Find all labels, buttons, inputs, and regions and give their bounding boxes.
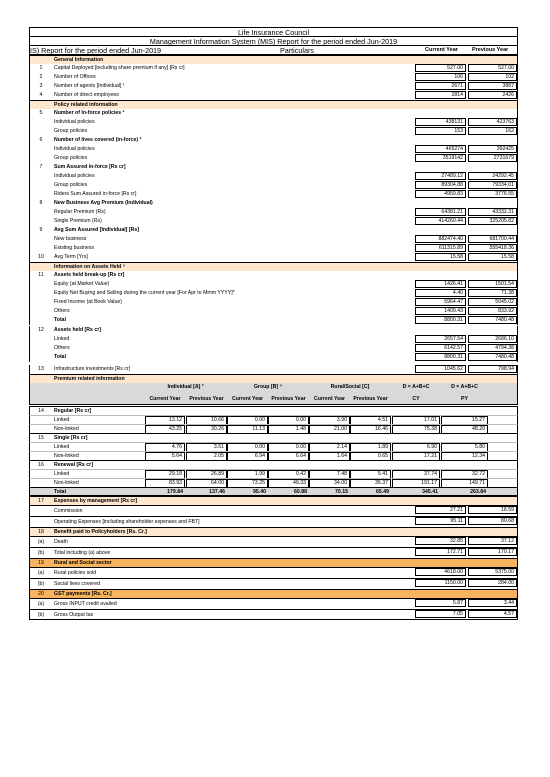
premium-cell: 6.64 bbox=[268, 452, 309, 461]
previous-year-value: 833.92 bbox=[468, 307, 517, 315]
premium-row bbox=[29, 442, 518, 451]
current-year-value: 1409.43 bbox=[415, 307, 466, 315]
row-label: Assets held break-up [Rs cr] bbox=[54, 272, 125, 278]
premium-row-label: Linked bbox=[54, 471, 70, 477]
current-year-value: 4.40 bbox=[415, 289, 466, 297]
previous-year-value: 37.12 bbox=[468, 537, 517, 545]
row-label: Number of lives covered (in-force) ² bbox=[54, 137, 142, 143]
row-label: Number of agents [Individual] ¹ bbox=[54, 83, 125, 89]
row-label: Avg Sum Assured [Individual] [Rs] bbox=[54, 227, 139, 233]
premium-row bbox=[29, 478, 518, 487]
row-label: Sum Assured in-force [Rs cr] bbox=[54, 164, 126, 170]
section-policy bbox=[29, 100, 518, 109]
previous-year-value: 162 bbox=[468, 127, 517, 135]
row-number: 3 bbox=[39, 83, 43, 89]
premium-cell: 30.26 bbox=[186, 425, 227, 434]
row-label: Group policies bbox=[54, 155, 88, 161]
table-row bbox=[29, 136, 518, 145]
current-year-value: 4959.83 bbox=[415, 190, 466, 198]
premium-sub-head: Current Year bbox=[149, 396, 181, 402]
premium-cell: 0.00 bbox=[227, 416, 268, 425]
current-year-value: 1150.00 bbox=[415, 579, 466, 587]
premium-cell: 0.00 bbox=[227, 443, 268, 452]
previous-year-value: 71.38 bbox=[468, 289, 517, 297]
row-number: (b) bbox=[37, 550, 45, 556]
premium-cell: 48.20 bbox=[441, 425, 488, 434]
previous-year-value: 43332.31 bbox=[468, 208, 517, 216]
row-label: Total bbox=[54, 354, 67, 360]
row-number: 13 bbox=[38, 366, 44, 372]
table-row bbox=[29, 547, 518, 558]
premium-cell: 0.00 bbox=[268, 443, 309, 452]
row-label: Number of Offices bbox=[54, 74, 96, 80]
table-row bbox=[29, 344, 518, 353]
previous-year-value: 16.59 bbox=[468, 506, 517, 514]
premium-total-cell: 345.41 bbox=[422, 489, 438, 495]
section-premium-label: Premium related information bbox=[54, 376, 125, 382]
table-row bbox=[29, 298, 518, 307]
premium-total-cell: 65.49 bbox=[376, 489, 389, 495]
row-number: 9 bbox=[39, 227, 43, 233]
row-label: Fixed Income (at Book Value) bbox=[54, 299, 122, 305]
premium-block-title bbox=[29, 406, 518, 415]
row-number: (b) bbox=[37, 581, 45, 587]
current-year-value: 32.85 bbox=[415, 537, 466, 545]
section-policy-label: Policy related information bbox=[54, 102, 118, 108]
premium-group-head: D = A+B+C bbox=[402, 384, 430, 390]
current-year-value: 8800.31 bbox=[415, 353, 466, 361]
current-year-value: 8800.31 bbox=[415, 316, 466, 324]
row-number: 19 bbox=[38, 560, 44, 566]
table-row bbox=[29, 208, 518, 217]
row-label: Expenses by management [Rs cr] bbox=[54, 498, 138, 504]
table-row bbox=[29, 118, 518, 127]
table-row bbox=[29, 91, 518, 100]
current-year-value: 611315.89 bbox=[415, 244, 466, 252]
premium-cell: 2.05 bbox=[186, 452, 227, 461]
previous-year-value: 284.00 bbox=[468, 579, 517, 587]
block-number: 15 bbox=[38, 435, 44, 441]
row-number: 8 bbox=[39, 200, 43, 206]
row-label: Benefit paid to Policyholders [Rs. Cr.] bbox=[54, 529, 147, 535]
table-row bbox=[29, 271, 518, 280]
current-year-value: 2671 bbox=[415, 82, 466, 90]
table-row bbox=[29, 127, 518, 136]
previous-year-value: 392425 bbox=[468, 145, 517, 153]
premium-cell: 73.25 bbox=[227, 479, 268, 488]
row-number: 4 bbox=[39, 92, 43, 98]
premium-cell: 149.71 bbox=[441, 479, 488, 488]
current-year-value: 95.11 bbox=[415, 517, 466, 525]
premium-row-label: Non-linked bbox=[54, 453, 79, 459]
table-row bbox=[29, 316, 518, 325]
row-label: Rural policies sold bbox=[54, 570, 97, 576]
premium-cell: 1.64 bbox=[309, 452, 350, 461]
column-header-row bbox=[29, 45, 518, 55]
current-year-value: 6142.57 bbox=[415, 344, 466, 352]
previous-year-value: 80.68 bbox=[468, 517, 517, 525]
premium-cell: 36.37 bbox=[350, 479, 391, 488]
table-row bbox=[29, 181, 518, 190]
previous-year-value: 5045.02 bbox=[468, 298, 517, 306]
previous-year-value: 4794.38 bbox=[468, 344, 517, 352]
premium-cell: 29.18 bbox=[145, 470, 185, 479]
premium-cell: 4.76 bbox=[145, 443, 185, 452]
row-number: 20 bbox=[38, 591, 44, 597]
premium-cell: 75.38 bbox=[392, 425, 440, 434]
previous-year-value: 2426 bbox=[468, 91, 517, 99]
row-label: Others bbox=[54, 345, 70, 351]
row-label: Equity Net Buying and Selling during the current year [For Apr to Mmm YYYY]* bbox=[54, 290, 235, 296]
row-label: Existing business bbox=[54, 245, 95, 251]
row-label: Social lives covered bbox=[54, 581, 100, 587]
previous-year-value: 3887 bbox=[468, 82, 517, 90]
row-label: GST payments [Rs. Cr.] bbox=[54, 591, 112, 597]
premium-cell: 1.48 bbox=[268, 425, 309, 434]
premium-cell: 4.51 bbox=[350, 416, 391, 425]
row-number: 2 bbox=[39, 74, 43, 80]
row-label: Individual policies bbox=[54, 146, 95, 152]
current-year-value: 465274 bbox=[415, 145, 466, 153]
premium-group-head: Group [B] ⁴ bbox=[253, 384, 283, 390]
premium-sub-head: Previous Year bbox=[271, 396, 306, 402]
premium-total-cell: 60.88 bbox=[294, 489, 307, 495]
table-row bbox=[29, 280, 518, 289]
previous-year-value: 7480.48 bbox=[468, 353, 517, 361]
premium-group-header bbox=[29, 383, 518, 393]
current-year-value: 4618.00 bbox=[415, 568, 466, 576]
block-number: 14 bbox=[38, 408, 44, 414]
premium-cell: 191.17 bbox=[392, 479, 440, 488]
table-row bbox=[29, 190, 518, 199]
table-row bbox=[29, 326, 518, 335]
premium-group-head: D = A+B+C bbox=[451, 384, 478, 390]
premium-cell: 43.25 bbox=[145, 425, 185, 434]
table-row bbox=[29, 82, 518, 91]
row-label: Regular Premium (Rs) bbox=[54, 209, 106, 215]
premium-cell: 0.42 bbox=[268, 470, 309, 479]
previous-year-value: 3.44 bbox=[468, 599, 517, 607]
table-row bbox=[29, 307, 518, 316]
premium-sub-head: Current Year bbox=[313, 396, 346, 402]
premium-row bbox=[29, 424, 518, 433]
row-number: 17 bbox=[38, 498, 44, 504]
table-row bbox=[29, 64, 518, 73]
particulars-heading: Particulars bbox=[280, 46, 314, 55]
block-number: 16 bbox=[38, 462, 44, 468]
row-label: Gross INPUT credit availed bbox=[54, 601, 117, 607]
premium-group-head: Rural/Social [C] bbox=[330, 384, 370, 390]
premium-cell: 12.34 bbox=[441, 452, 488, 461]
previous-year-value: 170.17 bbox=[468, 548, 517, 556]
current-year-value: 2657.54 bbox=[415, 335, 466, 343]
previous-year-value: 2731679 bbox=[468, 154, 517, 162]
premium-cell: 0.00 bbox=[268, 416, 309, 425]
premium-total-cell: 95.40 bbox=[253, 489, 266, 495]
previous-year-value: 423763 bbox=[468, 118, 517, 126]
table-row bbox=[29, 365, 518, 374]
premium-row bbox=[29, 415, 518, 424]
row-number: (a) bbox=[37, 539, 45, 545]
row-label: Equity (at Market Value) bbox=[54, 281, 110, 287]
premium-sub-head: CY bbox=[412, 396, 420, 402]
table-row bbox=[29, 253, 518, 262]
previous-year-value: 7480.48 bbox=[468, 316, 517, 324]
premium-cell: 11.13 bbox=[227, 425, 268, 434]
premium-sub-header bbox=[29, 393, 518, 405]
block-title: Regular [Rs cr] bbox=[54, 408, 92, 414]
premium-sub-head: Current Year bbox=[231, 396, 264, 402]
sheet-bottom-border bbox=[29, 619, 518, 620]
sub-left-title: IS) Report for the period ended Jun-2019 bbox=[30, 46, 162, 55]
current-year-value: 1426.41 bbox=[415, 280, 466, 288]
premium-row bbox=[29, 469, 518, 478]
block-title: Renewal [Rs cr] bbox=[54, 462, 93, 468]
premium-row-label: Linked bbox=[54, 444, 70, 450]
previous-year-value: 325205.82 bbox=[468, 217, 517, 225]
previous-year-value: 3776.55 bbox=[468, 190, 517, 198]
row-number: 10 bbox=[38, 254, 44, 260]
row-number: (b) bbox=[37, 612, 45, 618]
row-label: Riders Sum Assured in-force [Rs cr] bbox=[54, 191, 137, 197]
row-label: Assets held [Rs cr] bbox=[54, 327, 101, 333]
previous-year-value: 555418.36 bbox=[468, 244, 517, 252]
previous-year-heading: Previous Year bbox=[472, 47, 509, 53]
previous-year-value: 2686.10 bbox=[468, 335, 517, 343]
premium-cell: 21.00 bbox=[309, 425, 350, 434]
previous-year-value: 4.57 bbox=[468, 610, 517, 618]
premium-cell: 0.65 bbox=[350, 452, 391, 461]
premium-cell: 17.21 bbox=[392, 452, 440, 461]
current-year-value: 5964.47 bbox=[415, 298, 466, 306]
current-year-value: 5.87 bbox=[415, 599, 466, 607]
premium-cell: 5.80 bbox=[441, 443, 488, 452]
current-year-value: 2814 bbox=[415, 91, 466, 99]
table-row bbox=[29, 235, 518, 244]
table-row bbox=[29, 226, 518, 235]
row-label: Single Premium (Rs) bbox=[54, 218, 102, 224]
table-row bbox=[29, 73, 518, 82]
row-label: New Business Avg Premium (Individual) bbox=[54, 200, 153, 206]
current-year-value: 1045.62 bbox=[415, 365, 466, 373]
table-row bbox=[29, 145, 518, 154]
premium-cell: 64.00 bbox=[186, 479, 227, 488]
table-row bbox=[29, 154, 518, 163]
row-label: Infrastructure investments [Rs cr] bbox=[54, 366, 131, 372]
table-row bbox=[29, 172, 518, 181]
current-year-value: 27489.12 bbox=[415, 172, 466, 180]
row-number: 12 bbox=[38, 327, 44, 333]
premium-total-row bbox=[29, 487, 518, 496]
row-label: Number of In-force policies ² bbox=[54, 110, 125, 116]
premium-cell: 83.93 bbox=[145, 479, 185, 488]
table-row bbox=[29, 536, 518, 547]
table-row bbox=[29, 527, 518, 536]
row-number: 7 bbox=[39, 164, 43, 170]
table-row bbox=[29, 163, 518, 172]
row-label: Operating Expenses [including shareholder expenses and FBT] bbox=[54, 519, 200, 525]
premium-cell: 6.90 bbox=[392, 443, 440, 452]
premium-cell: 34.00 bbox=[309, 479, 350, 488]
section-general-label: General Information bbox=[54, 57, 104, 63]
premium-sub-head: Previous Year bbox=[353, 396, 388, 402]
previous-year-value: 1501.54 bbox=[468, 280, 517, 288]
row-number: (a) bbox=[37, 601, 45, 607]
premium-total-cell: 70.15 bbox=[335, 489, 348, 495]
row-number: (a) bbox=[37, 570, 45, 576]
premium-cell: 3.90 bbox=[309, 416, 350, 425]
premium-cell: 13.12 bbox=[145, 416, 185, 425]
table-row bbox=[29, 244, 518, 253]
table-row bbox=[29, 335, 518, 344]
row-label: Group policies bbox=[54, 182, 88, 188]
section-premium bbox=[29, 374, 518, 383]
row-number: 11 bbox=[38, 272, 44, 278]
row-label: New business bbox=[54, 236, 87, 242]
table-row bbox=[29, 505, 518, 516]
table-row bbox=[29, 217, 518, 226]
premium-row-label: Non-linked bbox=[54, 426, 79, 432]
previous-year-value: 15.58 bbox=[468, 253, 517, 261]
premium-cell: 7.48 bbox=[309, 470, 350, 479]
table-row bbox=[29, 496, 518, 505]
premium-total-cell: 137.46 bbox=[209, 489, 225, 495]
previous-year-value: 798.94 bbox=[468, 365, 517, 373]
row-label: Gross Output tax bbox=[54, 612, 94, 618]
current-year-heading: Current Year bbox=[425, 47, 458, 53]
premium-total-cell: 263.84 bbox=[470, 489, 486, 495]
previous-year-value: 79334.01 bbox=[468, 181, 517, 189]
current-year-value: 414260.44 bbox=[415, 217, 466, 225]
current-year-value: 64381.21 bbox=[415, 208, 466, 216]
premium-cell: 15.27 bbox=[441, 416, 488, 425]
previous-year-value: 102 bbox=[468, 73, 517, 81]
row-label: Death bbox=[54, 539, 68, 545]
section-assets-label: Information on Assets Held ⁵ bbox=[54, 264, 126, 270]
row-label: Commission bbox=[54, 508, 83, 514]
table-row bbox=[29, 558, 518, 567]
section-assets bbox=[29, 262, 518, 271]
section-general bbox=[29, 55, 518, 64]
row-label: Individual policies bbox=[54, 173, 95, 179]
previous-year-value: 681700.44 bbox=[468, 235, 517, 243]
premium-cell: 1.99 bbox=[227, 470, 268, 479]
premium-cell: 26.89 bbox=[186, 470, 227, 479]
row-label: Rural and Social sector bbox=[54, 560, 112, 566]
previous-year-value: 527.00 bbox=[468, 64, 517, 72]
premium-block-title bbox=[29, 433, 518, 442]
row-label: Linked bbox=[54, 336, 70, 342]
block-title: Single [Rs cr] bbox=[54, 435, 88, 441]
row-label: Others bbox=[54, 308, 70, 314]
row-number: 1 bbox=[39, 65, 43, 71]
report-title: Management Information System (MIS) Report for the period ended Jun-2019 bbox=[29, 36, 518, 45]
current-year-value: 3519142 bbox=[415, 154, 466, 162]
table-row bbox=[29, 516, 518, 527]
premium-row-label: Linked bbox=[54, 417, 70, 423]
table-row bbox=[29, 578, 518, 589]
current-year-value: 7.05 bbox=[415, 610, 466, 618]
premium-total-label: Total bbox=[54, 489, 67, 495]
row-number: 6 bbox=[39, 137, 43, 143]
row-label: Capital Deployed [including share premium if any] [Rs cr] bbox=[54, 65, 185, 71]
premium-sub-head: PY bbox=[461, 396, 468, 402]
org-title: Life Insurance Council bbox=[29, 27, 518, 36]
current-year-value: 15.58 bbox=[415, 253, 466, 261]
premium-total-cell: 179.84 bbox=[167, 489, 183, 495]
premium-block-title bbox=[29, 460, 518, 469]
premium-cell: 17.01 bbox=[392, 416, 440, 425]
premium-cell: 32.72 bbox=[441, 470, 488, 479]
table-row bbox=[29, 289, 518, 298]
row-label: Number of direct employees bbox=[54, 92, 119, 98]
current-year-value: 172.71 bbox=[415, 548, 466, 556]
premium-cell: 1.89 bbox=[350, 443, 391, 452]
premium-row bbox=[29, 451, 518, 460]
premium-cell: 5.41 bbox=[350, 470, 391, 479]
previous-year-value: 24292.45 bbox=[468, 172, 517, 180]
premium-cell: 10.66 bbox=[186, 416, 227, 425]
table-row bbox=[29, 589, 518, 598]
table-row bbox=[29, 199, 518, 208]
table-row bbox=[29, 353, 518, 362]
previous-year-value: 5375.00 bbox=[468, 568, 517, 576]
current-year-value: 438131 bbox=[415, 118, 466, 126]
current-year-value: 27.21 bbox=[415, 506, 466, 514]
premium-cell: 16.46 bbox=[350, 425, 391, 434]
premium-cell: 49.33 bbox=[268, 479, 309, 488]
row-label: Individual policies bbox=[54, 119, 95, 125]
table-row bbox=[29, 567, 518, 578]
current-year-value: 106 bbox=[415, 73, 466, 81]
table-row bbox=[29, 598, 518, 609]
row-label: Total including (a) above bbox=[54, 550, 111, 556]
premium-cell: 6.94 bbox=[227, 452, 268, 461]
row-label: Avg Term [Yrs] bbox=[54, 254, 88, 260]
current-year-value: 153 bbox=[415, 127, 466, 135]
table-row bbox=[29, 109, 518, 118]
premium-cell: 3.51 bbox=[186, 443, 227, 452]
current-year-value: 527.00 bbox=[415, 64, 466, 72]
current-year-value: 882474.40 bbox=[415, 235, 466, 243]
premium-row-label: Non-linked bbox=[54, 480, 79, 486]
premium-cell: 37.74 bbox=[392, 470, 440, 479]
premium-cell: 5.64 bbox=[145, 452, 185, 461]
premium-cell: 2.14 bbox=[309, 443, 350, 452]
row-number: 18 bbox=[38, 529, 44, 535]
row-label: Total bbox=[54, 317, 67, 323]
row-number: 5 bbox=[39, 110, 43, 116]
premium-group-head: Individual [A] ³ bbox=[167, 384, 204, 390]
row-label: Group policies bbox=[54, 128, 88, 134]
current-year-value: 89304.88 bbox=[415, 181, 466, 189]
premium-sub-head: Previous Year bbox=[189, 396, 224, 402]
